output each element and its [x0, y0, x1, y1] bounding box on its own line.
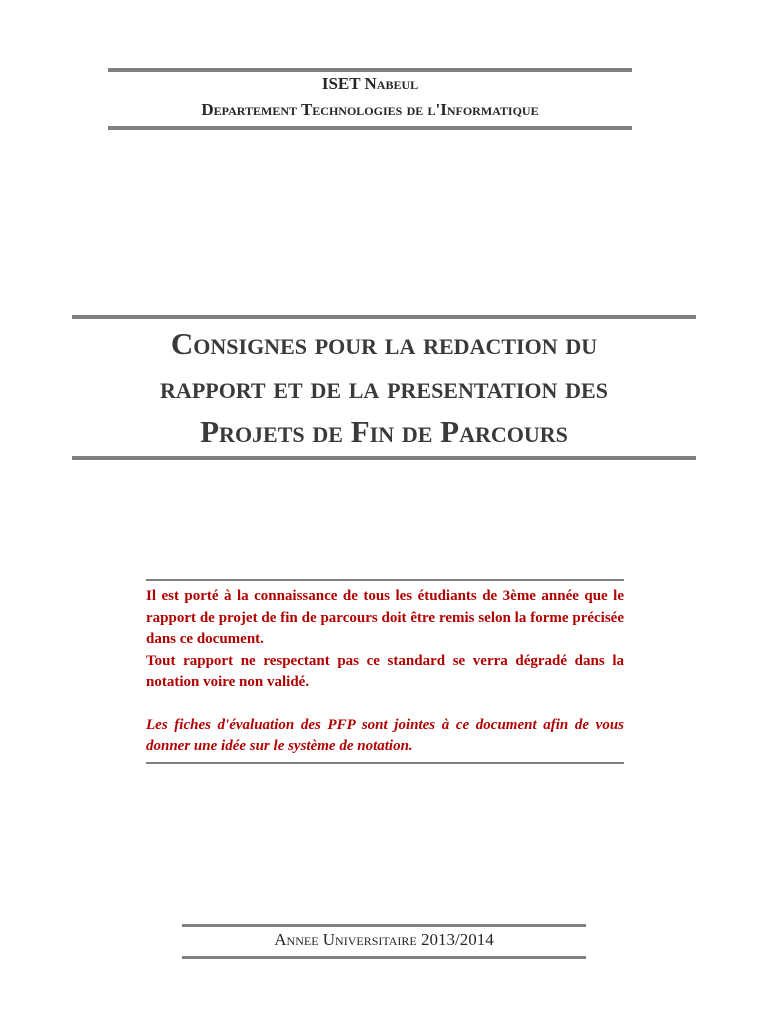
- footer-bottom-rule: [182, 956, 586, 959]
- notice-top-rule: [146, 579, 624, 581]
- institution-name: ISET Nabeul: [321, 74, 419, 93]
- notice-paragraph-2: Tout rapport ne respectant pas ce standard se verra dégradé dans la notation voire non validé.: [146, 652, 624, 690]
- title-line-1: Consignes pour la redaction du: [170, 326, 598, 361]
- academic-year: Annee Universitaire 2013/2014: [274, 930, 494, 949]
- notice-paragraph-3: Les fiches d'évaluation des PFP sont jointes à ce document afin de vous donner une idée sur le système de notation.: [146, 716, 624, 754]
- notice-paragraph-1: Il est porté à la connaissance de tous les étudiants de 3ème année que le rapport de projet de fin de parcours doit être remis selon la forme précisée dans ce document.: [146, 588, 624, 647]
- notice-bottom-rule: [146, 762, 624, 764]
- notice-box: [146, 586, 624, 758]
- title-line-3: Projets de Fin de Parcours: [200, 414, 568, 449]
- title-bottom-rule: [72, 456, 696, 460]
- header-bottom-rule: [108, 126, 632, 130]
- footer-top-rule: [182, 924, 586, 927]
- department-name: Departement Technologies de l'Informatique: [201, 100, 539, 119]
- document-title: [72, 322, 696, 454]
- title-line-2: rapport et de la presentation des: [160, 370, 608, 405]
- title-top-rule: [72, 315, 696, 319]
